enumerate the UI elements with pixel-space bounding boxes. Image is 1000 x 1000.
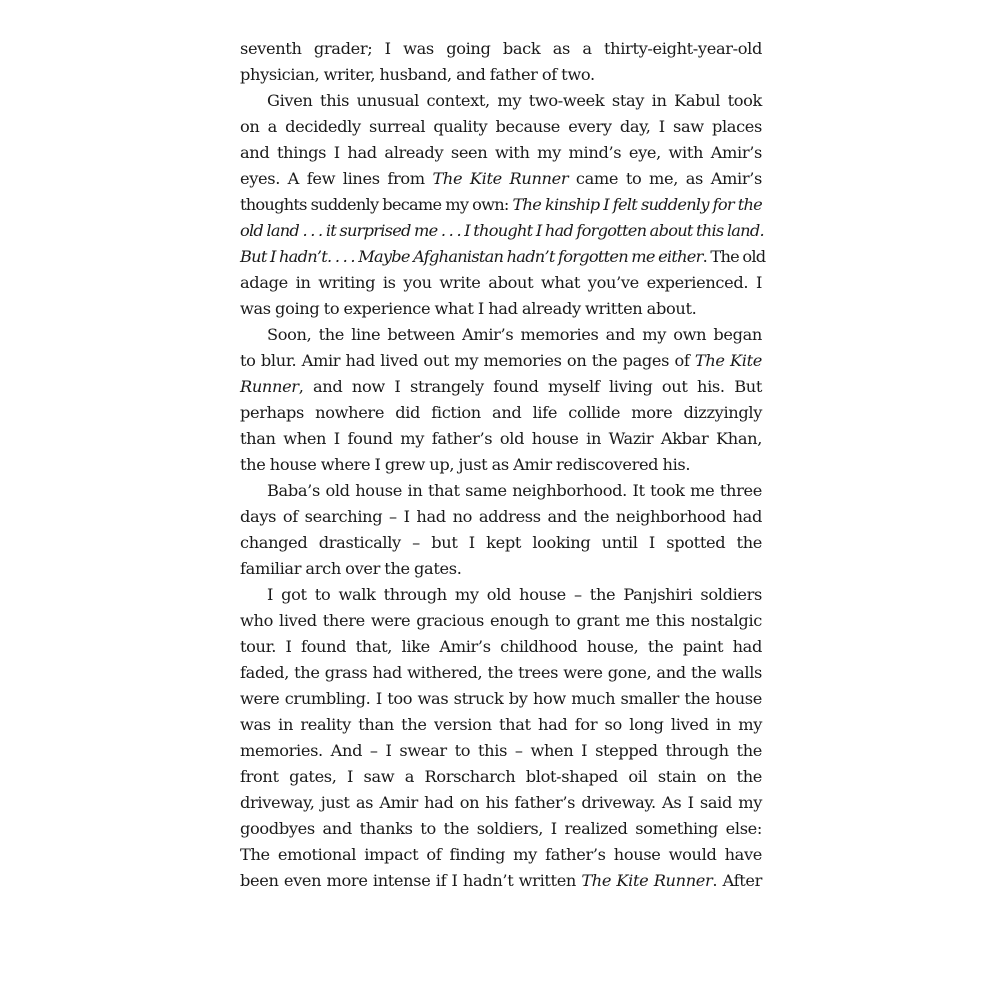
text-line [240, 296, 762, 322]
text-segment: The emotional impact of finding my father’s house would have [240, 845, 762, 864]
text-line [240, 712, 762, 738]
text-segment: , and now I strangely found myself living out his. But [298, 377, 762, 396]
text-segment: perhaps nowhere did fiction and life collide more dizzyingly [240, 403, 762, 422]
italic-text: The Kite Runner [581, 871, 713, 890]
text-segment: seventh grader; I was going back as a thirty-eight-year-old [240, 39, 762, 58]
italic-text: The Kite [694, 351, 762, 370]
text-segment: who lived there were gracious enough to grant me this nostalgic [240, 611, 762, 630]
text-line [240, 374, 762, 400]
italic-text: But I hadn’t. . . . Maybe Afghanistan hadn’t forgotten me either [240, 247, 703, 266]
text-line [240, 634, 762, 660]
text-segment: memories. And – I swear to this – when I stepped through the [240, 741, 762, 760]
text-segment: Baba’s old house in that same neighborhood. It took me three [267, 481, 762, 500]
text-segment: thoughts suddenly became my own: [240, 195, 513, 214]
italic-text: Runner [240, 377, 299, 396]
text-segment: been even more intense if I hadn’t written [240, 871, 582, 890]
paragraph [240, 478, 762, 582]
text-line [240, 790, 762, 816]
text-line [240, 348, 762, 374]
text-segment: . After [712, 871, 763, 890]
text-segment: to blur. Amir had lived out my memories on the pages of [240, 351, 695, 370]
text-line [240, 556, 762, 582]
book-page [240, 36, 766, 894]
text-line [240, 868, 762, 894]
text-segment: eyes. A few lines from [240, 169, 433, 188]
text-segment: adage in writing is you write about what you’ve experienced. I [240, 273, 762, 292]
text-line [240, 88, 762, 114]
text-segment: I got to walk through my old house – the Panjshiri soldiers [267, 585, 762, 604]
text-line [240, 36, 762, 62]
italic-text: The Kite Runner [432, 169, 569, 188]
text-line [240, 114, 762, 140]
text-segment: Soon, the line between Amir’s memories and my own began [267, 325, 762, 344]
text-line [240, 764, 762, 790]
text-line [240, 426, 762, 452]
paragraph [240, 36, 762, 88]
text-line [240, 608, 762, 634]
text-line [240, 322, 762, 348]
text-segment: physician, writer, husband, and father of two. [240, 65, 595, 84]
text-segment: and things I had already seen with my mind’s eye, with Amir’s [240, 143, 762, 162]
text-segment: changed drastically – but I kept looking until I spotted the [240, 533, 762, 552]
text-line [240, 842, 762, 868]
text-segment: the house where I grew up, just as Amir rediscovered his. [240, 455, 691, 474]
text-line [240, 452, 762, 478]
text-line [240, 400, 762, 426]
text-segment: Given this unusual context, my two-week stay in Kabul took [267, 91, 762, 110]
text-segment: . The old [702, 247, 766, 266]
text-line [240, 62, 762, 88]
text-line [240, 530, 762, 556]
text-line [240, 660, 762, 686]
text-segment: front gates, I saw a Rorscharch blot-shaped oil stain on the [240, 767, 762, 786]
text-segment: faded, the grass had withered, the trees were gone, and the walls [240, 663, 762, 682]
text-segment: goodbyes and thanks to the soldiers, I realized something else: [240, 819, 762, 838]
italic-text: old land . . . it surprised me . . . I thought I had forgotten about this land. [240, 221, 764, 240]
paragraph [240, 582, 762, 894]
text-line [240, 504, 762, 530]
text-line [240, 166, 762, 192]
text-line [240, 244, 766, 270]
page-body-text [240, 36, 766, 894]
text-line [240, 738, 762, 764]
text-segment: than when I found my father’s old house in Wazir Akbar Khan, [240, 429, 762, 448]
text-line [240, 478, 762, 504]
paragraph [240, 322, 762, 478]
text-segment: was in reality than the version that had for so long lived in my [240, 715, 762, 734]
text-line [240, 816, 762, 842]
text-segment: came to me, as Amir’s [568, 169, 762, 188]
text-line [240, 140, 762, 166]
text-line [240, 218, 762, 244]
text-segment: familiar arch over the gates. [240, 559, 462, 578]
text-segment: on a decidedly surreal quality because every day, I saw places [240, 117, 762, 136]
text-line [240, 192, 762, 218]
text-segment: days of searching – I had no address and the neighborhood had [240, 507, 762, 526]
text-segment: tour. I found that, like Amir’s childhood house, the paint had [240, 637, 762, 656]
italic-text: The kinship I felt suddenly for the [512, 195, 762, 214]
text-segment: was going to experience what I had already written about. [240, 299, 697, 318]
text-segment: driveway, just as Amir had on his father’s driveway. As I said my [240, 793, 762, 812]
text-line [240, 270, 762, 296]
text-line [240, 686, 762, 712]
paragraph [240, 88, 766, 322]
text-line [240, 582, 762, 608]
text-segment: were crumbling. I too was struck by how much smaller the house [240, 689, 762, 708]
